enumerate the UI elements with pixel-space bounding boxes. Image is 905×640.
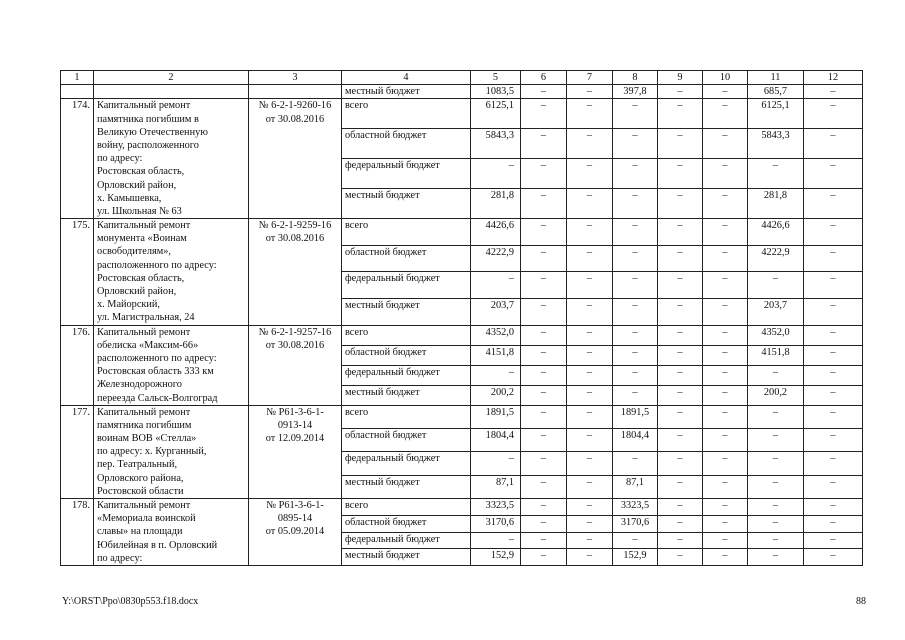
value-cell: – <box>521 405 567 428</box>
value-cell: – <box>567 272 613 299</box>
value-cell: – <box>613 385 658 405</box>
value-cell: – <box>521 365 567 385</box>
description-line: переезда Сальск-Волгоград <box>97 392 218 404</box>
description-line: Орловский район, <box>97 286 177 298</box>
description-line: х. Камышевка, <box>97 192 162 204</box>
value-cell: – <box>567 159 613 189</box>
description-line: Великую Отечественную <box>97 126 208 138</box>
value-cell: – <box>703 515 748 532</box>
value-cell: – <box>567 365 613 385</box>
value-cell: 4352,0 <box>748 325 804 345</box>
value-cell: – <box>521 325 567 345</box>
value-cell: – <box>567 99 613 129</box>
value-cell: – <box>658 159 703 189</box>
budget-type: всего <box>342 405 471 428</box>
value-cell: – <box>567 298 613 325</box>
empty-cell <box>94 85 249 99</box>
value-cell: – <box>567 129 613 159</box>
value-cell: 4426,6 <box>748 219 804 246</box>
description-line: пер. Театральный, <box>97 459 178 471</box>
value-cell: – <box>748 159 804 189</box>
budget-type: федеральный бюджет <box>342 532 471 549</box>
value-cell: – <box>804 515 863 532</box>
value-cell: – <box>804 325 863 345</box>
value-cell: – <box>748 515 804 532</box>
value-cell: 87,1 <box>613 475 658 498</box>
value-cell: – <box>471 272 521 299</box>
value-cell: – <box>613 272 658 299</box>
value-cell: – <box>567 345 613 365</box>
entry-description <box>94 499 249 566</box>
budget-type: местный бюджет <box>342 298 471 325</box>
value-cell: – <box>658 452 703 475</box>
document-line: от 12.09.2014 <box>265 433 325 445</box>
table-row <box>61 405 863 428</box>
document-line: № 6-2-1-9259-16 <box>258 220 332 232</box>
budget-type: всего <box>342 325 471 345</box>
value-cell: – <box>521 429 567 452</box>
value-cell: – <box>658 499 703 516</box>
continuation-row <box>61 85 863 99</box>
value-cell: – <box>521 85 567 99</box>
entry-description <box>94 405 249 498</box>
value-cell: – <box>521 345 567 365</box>
document-line: 0913-14 <box>277 419 313 431</box>
entry-description <box>94 219 249 326</box>
description-line: войну, расположенного <box>97 139 199 151</box>
value-cell: 152,9 <box>471 549 521 566</box>
description-line: х. Майорский, <box>97 299 160 311</box>
value-cell: – <box>567 532 613 549</box>
value-cell: – <box>471 159 521 189</box>
budget-type: местный бюджет <box>342 385 471 405</box>
value-cell: – <box>471 365 521 385</box>
value-cell: – <box>703 325 748 345</box>
description-line: Капитальный ремонт <box>97 100 191 112</box>
budget-type: местный бюджет <box>342 475 471 498</box>
value-cell: – <box>658 189 703 219</box>
value-cell: 4222,9 <box>471 245 521 272</box>
description-line: Орловского района, <box>97 472 184 484</box>
value-cell: – <box>658 85 703 99</box>
entry-description <box>94 99 249 219</box>
column-number: 4 <box>342 71 471 85</box>
budget-type: федеральный бюджет <box>342 452 471 475</box>
description-line: Капитальный ремонт <box>97 500 191 512</box>
value-cell: 6125,1 <box>471 99 521 129</box>
document-line: от 30.08.2016 <box>265 113 325 125</box>
value-cell: – <box>567 325 613 345</box>
value-cell: 1083,5 <box>471 85 521 99</box>
budget-type: областной бюджет <box>342 245 471 272</box>
description-line: Капитальный ремонт <box>97 220 191 232</box>
description-line: обелиска «Максим-66» <box>97 339 199 351</box>
value-cell: – <box>658 429 703 452</box>
value-cell: – <box>703 345 748 365</box>
value-cell: – <box>658 298 703 325</box>
value-cell: – <box>567 245 613 272</box>
value-cell: – <box>658 325 703 345</box>
value-cell: – <box>748 405 804 428</box>
table-row <box>61 219 863 246</box>
entry-description <box>94 325 249 405</box>
value-cell: – <box>521 385 567 405</box>
description-line: Юбилейная в п. Орловский <box>97 539 218 551</box>
entry-document <box>249 99 342 219</box>
budget-type: областной бюджет <box>342 129 471 159</box>
value-cell: – <box>658 405 703 428</box>
value-cell: – <box>804 429 863 452</box>
value-cell: – <box>521 452 567 475</box>
value-cell: – <box>567 189 613 219</box>
entry-number: 175. <box>61 219 94 326</box>
value-cell: – <box>658 475 703 498</box>
value-cell: – <box>748 499 804 516</box>
column-number: 10 <box>703 71 748 85</box>
value-cell: – <box>703 405 748 428</box>
value-cell: 281,8 <box>748 189 804 219</box>
value-cell: – <box>521 532 567 549</box>
description-line: монумента «Воинам <box>97 233 187 245</box>
value-cell: – <box>613 325 658 345</box>
document-line: от 30.08.2016 <box>265 339 325 351</box>
value-cell: 3170,6 <box>471 515 521 532</box>
document-line: № Р61-3-6-1- <box>266 406 324 418</box>
value-cell: – <box>521 99 567 129</box>
column-number: 9 <box>658 71 703 85</box>
value-cell: – <box>613 298 658 325</box>
value-cell: 203,7 <box>748 298 804 325</box>
entry-number: 176. <box>61 325 94 405</box>
value-cell: – <box>521 515 567 532</box>
value-cell: – <box>748 452 804 475</box>
value-cell: – <box>658 245 703 272</box>
value-cell: – <box>567 452 613 475</box>
entry-document <box>249 219 342 326</box>
value-cell: – <box>567 85 613 99</box>
value-cell: 685,7 <box>748 85 804 99</box>
value-cell: 1804,4 <box>613 429 658 452</box>
value-cell: – <box>613 159 658 189</box>
value-cell: 3323,5 <box>471 499 521 516</box>
description-line: по адресу: <box>97 153 143 165</box>
description-line: расположенного по адресу: <box>97 259 217 271</box>
value-cell: – <box>703 245 748 272</box>
value-cell: – <box>567 475 613 498</box>
value-cell: – <box>804 99 863 129</box>
value-cell: – <box>613 365 658 385</box>
value-cell: 1891,5 <box>613 405 658 428</box>
value-cell: – <box>567 219 613 246</box>
value-cell: – <box>658 129 703 159</box>
budget-type: областной бюджет <box>342 345 471 365</box>
value-cell: – <box>521 129 567 159</box>
value-cell: 6125,1 <box>748 99 804 129</box>
value-cell: – <box>703 129 748 159</box>
value-cell: – <box>748 475 804 498</box>
value-cell: 3170,6 <box>613 515 658 532</box>
description-line: Ростовская область 333 км <box>97 366 214 378</box>
entry-number: 174. <box>61 99 94 219</box>
value-cell: – <box>804 219 863 246</box>
value-cell: – <box>613 99 658 129</box>
value-cell: – <box>658 272 703 299</box>
budget-type: федеральный бюджет <box>342 159 471 189</box>
value-cell: – <box>521 499 567 516</box>
value-cell: – <box>658 515 703 532</box>
budget-type: местный бюджет <box>342 549 471 566</box>
value-cell: – <box>804 549 863 566</box>
budget-type: местный бюджет <box>342 85 471 99</box>
budget-type: всего <box>342 219 471 246</box>
value-cell: – <box>748 365 804 385</box>
value-cell: – <box>703 499 748 516</box>
value-cell: – <box>703 385 748 405</box>
table-row <box>61 499 863 516</box>
value-cell: – <box>567 515 613 532</box>
value-cell: – <box>703 85 748 99</box>
budget-type: федеральный бюджет <box>342 272 471 299</box>
description-line: по адресу: х. Курганный, <box>97 446 207 458</box>
value-cell: – <box>658 219 703 246</box>
budget-type: всего <box>342 99 471 129</box>
value-cell: – <box>658 99 703 129</box>
value-cell: – <box>613 245 658 272</box>
value-cell: 4352,0 <box>471 325 521 345</box>
value-cell: – <box>658 532 703 549</box>
value-cell: – <box>703 429 748 452</box>
budget-type: областной бюджет <box>342 515 471 532</box>
value-cell: – <box>613 189 658 219</box>
value-cell: 4151,8 <box>471 345 521 365</box>
document-line: 0895-14 <box>277 513 313 525</box>
value-cell: – <box>613 345 658 365</box>
value-cell: 1891,5 <box>471 405 521 428</box>
description-line: Ростовская область, <box>97 272 185 284</box>
value-cell: – <box>748 272 804 299</box>
description-line: Железнодорожного <box>97 379 182 391</box>
entry-document <box>249 405 342 498</box>
value-cell: 152,9 <box>613 549 658 566</box>
value-cell: 1804,4 <box>471 429 521 452</box>
value-cell: – <box>658 549 703 566</box>
value-cell: – <box>748 429 804 452</box>
description-line: Капитальный ремонт <box>97 406 191 418</box>
entry-document <box>249 325 342 405</box>
value-cell: – <box>703 365 748 385</box>
value-cell: – <box>471 452 521 475</box>
description-line: ул. Магистральная, 24 <box>97 312 195 324</box>
description-line: славы» на площади <box>97 526 183 538</box>
column-number: 6 <box>521 71 567 85</box>
value-cell: – <box>521 219 567 246</box>
column-number: 2 <box>94 71 249 85</box>
file-path: Y:\ORST\Ppo\0830p553.f18.docx <box>62 596 199 607</box>
value-cell: – <box>567 385 613 405</box>
value-cell: 203,7 <box>471 298 521 325</box>
value-cell: – <box>471 532 521 549</box>
value-cell: – <box>703 298 748 325</box>
document-line: от 30.08.2016 <box>265 233 325 245</box>
entry-number: 178. <box>61 499 94 566</box>
value-cell: – <box>521 475 567 498</box>
document-line: № Р61-3-6-1- <box>266 500 324 512</box>
value-cell: – <box>703 549 748 566</box>
value-cell: – <box>804 272 863 299</box>
value-cell: – <box>703 219 748 246</box>
value-cell: – <box>658 385 703 405</box>
value-cell: – <box>658 365 703 385</box>
budget-type: местный бюджет <box>342 189 471 219</box>
value-cell: – <box>521 159 567 189</box>
value-cell: – <box>804 475 863 498</box>
column-number: 1 <box>61 71 94 85</box>
document-line: № 6-2-1-9257-16 <box>258 326 332 338</box>
entry-document <box>249 499 342 566</box>
column-number: 8 <box>613 71 658 85</box>
column-number: 5 <box>471 71 521 85</box>
description-line: Ростовской области <box>97 485 184 497</box>
value-cell: – <box>804 452 863 475</box>
value-cell: – <box>703 532 748 549</box>
column-number: 3 <box>249 71 342 85</box>
table-row <box>61 325 863 345</box>
value-cell: – <box>703 475 748 498</box>
description-line: воинам ВОВ «Стелла» <box>97 433 197 445</box>
column-number-row <box>61 71 863 85</box>
value-cell: 4151,8 <box>748 345 804 365</box>
value-cell: – <box>804 499 863 516</box>
value-cell: 3323,5 <box>613 499 658 516</box>
value-cell: 4426,6 <box>471 219 521 246</box>
value-cell: – <box>567 549 613 566</box>
budget-table <box>60 70 863 566</box>
value-cell: – <box>804 189 863 219</box>
value-cell: – <box>521 549 567 566</box>
description-line: Орловский район, <box>97 179 177 191</box>
value-cell: – <box>804 365 863 385</box>
column-number: 11 <box>748 71 804 85</box>
description-line: ул. Школьная № 63 <box>97 205 182 217</box>
value-cell: 397,8 <box>613 85 658 99</box>
budget-type: федеральный бюджет <box>342 365 471 385</box>
value-cell: – <box>613 129 658 159</box>
value-cell: – <box>613 452 658 475</box>
value-cell: 200,2 <box>748 385 804 405</box>
value-cell: 281,8 <box>471 189 521 219</box>
value-cell: – <box>804 345 863 365</box>
description-line: освободителям», <box>97 246 171 258</box>
value-cell: – <box>703 272 748 299</box>
value-cell: – <box>804 85 863 99</box>
budget-type: всего <box>342 499 471 516</box>
value-cell: – <box>613 219 658 246</box>
value-cell: 4222,9 <box>748 245 804 272</box>
value-cell: – <box>804 245 863 272</box>
value-cell: – <box>804 159 863 189</box>
value-cell: – <box>804 385 863 405</box>
value-cell: – <box>567 429 613 452</box>
value-cell: – <box>804 532 863 549</box>
entry-number: 177. <box>61 405 94 498</box>
description-line: Ростовская область, <box>97 166 185 178</box>
value-cell: – <box>521 189 567 219</box>
description-line: расположенного по адресу: <box>97 352 217 364</box>
column-number: 12 <box>804 71 863 85</box>
value-cell: – <box>521 245 567 272</box>
document-line: № 6-2-1-9260-16 <box>258 100 332 112</box>
value-cell: – <box>521 272 567 299</box>
value-cell: – <box>804 298 863 325</box>
page-number: 88 <box>856 596 866 607</box>
value-cell: – <box>804 405 863 428</box>
value-cell: – <box>703 452 748 475</box>
value-cell: – <box>804 129 863 159</box>
description-line: памятника погибшим <box>97 419 192 431</box>
value-cell: 5843,3 <box>748 129 804 159</box>
value-cell: – <box>748 549 804 566</box>
description-line: «Мемориала воинской <box>97 513 196 525</box>
column-number: 7 <box>567 71 613 85</box>
value-cell: – <box>567 499 613 516</box>
value-cell: – <box>613 532 658 549</box>
description-line: памятника погибшим в <box>97 113 199 125</box>
table-row <box>61 99 863 129</box>
description-line: Капитальный ремонт <box>97 326 191 338</box>
value-cell: 5843,3 <box>471 129 521 159</box>
value-cell: – <box>748 532 804 549</box>
empty-cell <box>249 85 342 99</box>
value-cell: – <box>567 405 613 428</box>
value-cell: – <box>703 189 748 219</box>
value-cell: 87,1 <box>471 475 521 498</box>
description-line: по адресу: <box>97 552 143 564</box>
value-cell: – <box>658 345 703 365</box>
document-line: от 05.09.2014 <box>265 526 325 538</box>
empty-cell <box>61 85 94 99</box>
value-cell: – <box>521 298 567 325</box>
budget-type: областной бюджет <box>342 429 471 452</box>
value-cell: 200,2 <box>471 385 521 405</box>
value-cell: – <box>703 159 748 189</box>
value-cell: – <box>703 99 748 129</box>
